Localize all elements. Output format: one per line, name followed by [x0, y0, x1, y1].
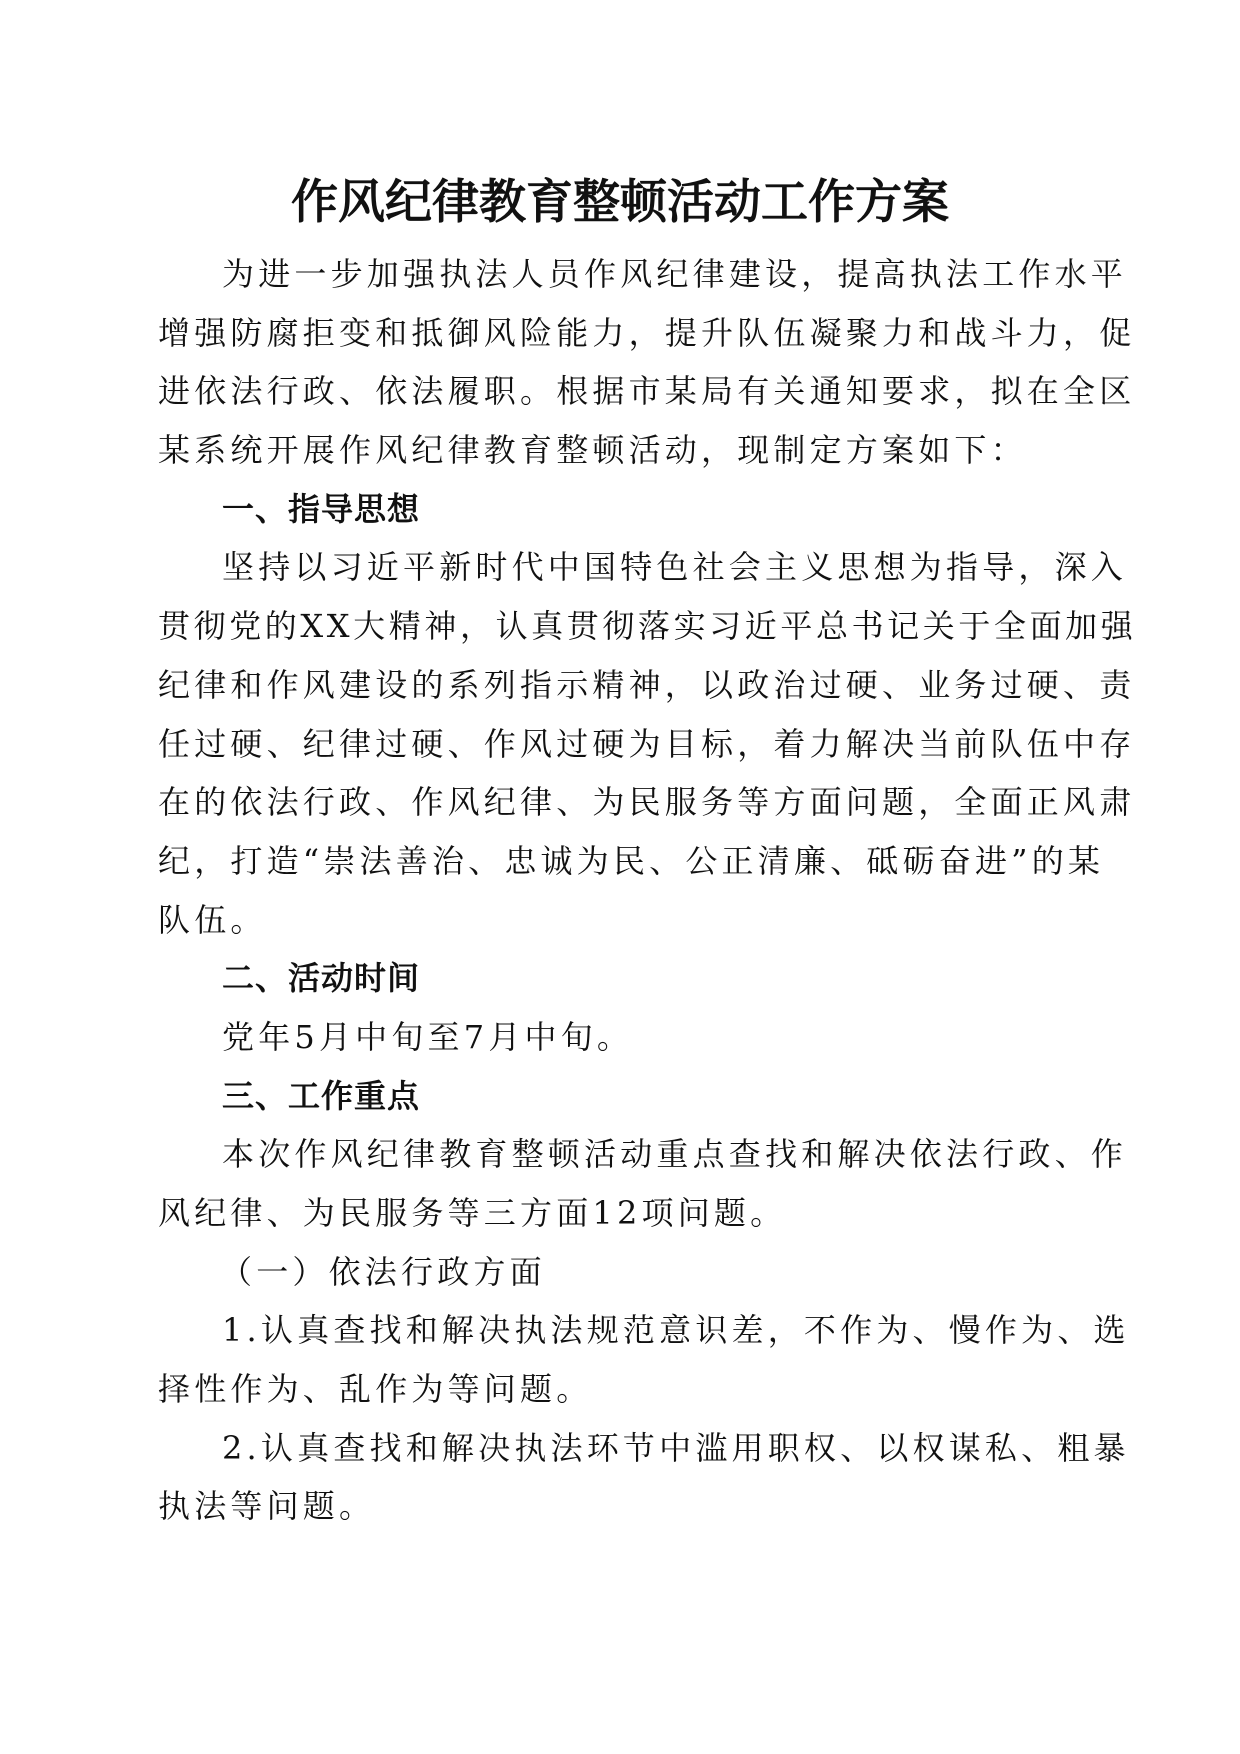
paragraph-line: 任过硬、纪律过硬、作风过硬为目标，着力解决当前队伍中存	[158, 724, 1136, 763]
list-item-1	[158, 1301, 1130, 1418]
paragraph-line: 1.认真查找和解决执法规范意识差，不作为、慢作为、选	[222, 1311, 1130, 1350]
paragraph-line: 本次作风纪律教育整顿活动重点查找和解决依法行政、作	[222, 1135, 1128, 1174]
paragraph-line: 党年5月中旬至7月中旬。	[222, 1017, 634, 1056]
paragraph-line: 纪，打造“崇法善治、忠诚为民、公正清廉、砥砺奋进”的某	[158, 841, 1105, 880]
activity-time-paragraph	[158, 1008, 1078, 1067]
paragraph-line: 贯彻党的XX大精神，认真贯彻落实习近平总书记关于全面加强	[158, 607, 1137, 646]
paragraph-line: 某系统开展作风纪律教育整顿活动，现制定方案如下：	[158, 431, 1027, 470]
paragraph-line: 队伍。	[158, 900, 267, 939]
work-focus-paragraph	[158, 1125, 1128, 1242]
subheading-law-based-administration: （一）依法行政方面	[220, 1252, 546, 1291]
paragraph-line: 2.认真查找和解决执法环节中滥用职权、以权谋私、粗暴	[222, 1428, 1130, 1467]
paragraph-line: 风纪律、为民服务等三方面12项问题。	[158, 1194, 787, 1232]
paragraph-line: 增强防腐拒变和抵御风险能力，提升队伍凝聚力和战斗力，促	[158, 313, 1136, 352]
section-heading-work-focus: 三、工作重点	[222, 1076, 421, 1115]
paragraph-line: 进依法行政、依法履职。根据市某局有关通知要求，拟在全区	[158, 372, 1136, 411]
document-body	[158, 245, 1137, 1536]
list-item-2	[158, 1419, 1130, 1536]
paragraph-line: 纪律和作风建设的系列指示精神，以政治过硬、业务过硬、责	[158, 665, 1136, 704]
guiding-ideology-paragraph	[158, 538, 1137, 949]
paragraph-line: 坚持以习近平新时代中国特色社会主义思想为指导，深入	[222, 548, 1128, 587]
section-heading-activity-time: 二、活动时间	[222, 959, 421, 998]
paragraph-line: 为进一步加强执法人员作风纪律建设，提高执法工作水平	[222, 255, 1128, 293]
paragraph-line: 执法等问题。	[158, 1487, 376, 1526]
paragraph-line: 择性作为、乱作为等问题。	[158, 1370, 593, 1409]
section-heading-guiding-ideology: 一、指导思想	[222, 489, 421, 528]
intro-paragraph	[158, 245, 1136, 480]
paragraph-line: 在的依法行政、作风纪律、为民服务等方面问题，全面正风肃	[158, 783, 1136, 822]
document-title: 作风纪律教育整顿活动工作方案	[291, 175, 949, 230]
